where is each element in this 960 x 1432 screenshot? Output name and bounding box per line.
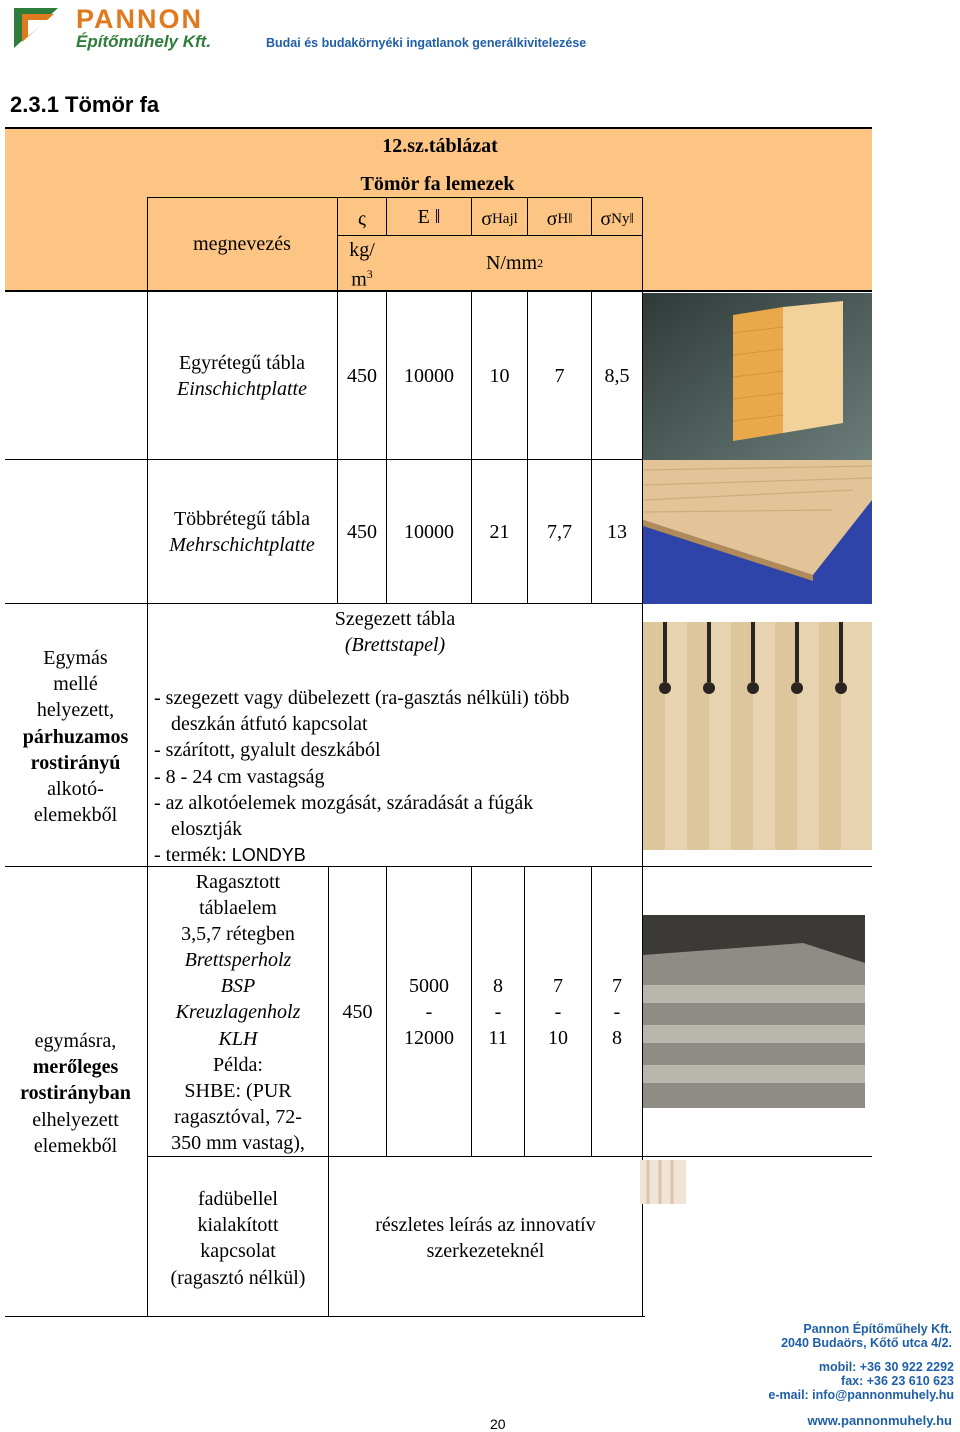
row2-density: 450 — [347, 521, 377, 543]
header-stress-unit: N/mm 2 — [485, 252, 544, 274]
multi-layer-panel-photo — [643, 460, 872, 604]
section-heading: 2.3.1 Tömör fa — [10, 92, 160, 117]
row1-sigma-ny: 8,5 — [604, 365, 630, 387]
footer-contact-block — [768, 1360, 954, 1402]
row1-modulus: 10000 — [404, 365, 454, 387]
footer-company-block — [781, 1322, 952, 1350]
brettstapel-photo — [643, 622, 872, 850]
brand-name: PANNON — [76, 4, 204, 34]
row4-sigma-ny: 7 - 8 — [612, 975, 622, 1049]
footer-website[interactable]: www.pannonmuhely.hu — [807, 1413, 952, 1428]
row2-sigma-h: 7,7 — [547, 521, 572, 543]
dowel-panel-photo — [640, 1160, 686, 1204]
row2-sigma-ny: 13 — [607, 521, 627, 543]
group-perpendicular-label: egymásra, merőleges rostirányban elhelyezett elemekből — [20, 1030, 131, 1157]
row1-density: 450 — [347, 365, 377, 387]
row1-sigma-bending: 10 — [489, 365, 510, 387]
row4-name: Ragasztott táblaelem 3,5,7 rétegben Brettsperholz BSP Kreuzlagenholz KLH Példa: SHBE: (PUR ragasztóval, 72- 350 mm vastag), — [171, 871, 305, 1154]
header-sigma-ny: σ Ny‖ — [600, 208, 634, 230]
footer-mobile: mobil: +36 30 922 2292 — [818, 1360, 954, 1374]
row4-sigma-bending: 8 - 11 — [488, 975, 508, 1049]
footer-fax: fax: +36 23 610 623 — [841, 1374, 954, 1388]
row4-density: 450 — [342, 1001, 373, 1023]
table-caption: 12.sz.táblázat — [382, 135, 498, 157]
row1-name: Egyrétegű tábla Einschichtplatte — [177, 352, 307, 400]
row5-description: részletes leírás az innovatív szerkezeteknél — [375, 1214, 596, 1263]
company-logo-icon — [14, 8, 58, 48]
row2-sigma-bending: 21 — [489, 521, 510, 543]
single-layer-panel-photo — [643, 293, 872, 460]
brand-tagline: Budai és budakörnyéki ingatlanok generálkivitelezése — [266, 36, 587, 50]
header-density-unit: kg/ $m^3$ — [349, 239, 375, 291]
footer-company: Pannon Építőműhely Kft. — [803, 1322, 952, 1336]
row5-name: fadübellel kialakított kapcsolat (ragasztó nélkül) — [170, 1188, 306, 1289]
row3-description: - szegezett vagy dübelezett (ra-gasztás nélküli) több deszkán átfutó kapcsolat - szárított, gyalult deszkából - 8 - 24 cm vastagság - az alkotóelemek mozgását, száradását a fúgák elosztják - termék: LONDYB — [154, 687, 570, 867]
footer-address: 2040 Budaörs, Kőtő utca 4/2. — [781, 1336, 952, 1350]
row2-modulus: 10000 — [404, 521, 454, 543]
cross-laminated-panel-photo — [643, 915, 865, 1108]
row2-name: Többrétegű tábla Mehrschichtplatte — [169, 508, 315, 556]
header-sigma-h: σ H‖ — [546, 208, 573, 230]
row4-modulus: 5000 - 12000 — [404, 975, 454, 1049]
page-number: 20 — [490, 1416, 506, 1432]
header-sigma-bending: σ Hajl — [481, 208, 518, 230]
header-density-symbol: ς — [358, 208, 366, 230]
header-modulus: E ‖ — [417, 206, 441, 228]
table-title: Tömör fa lemezek — [360, 173, 515, 195]
header-name: megnevezés — [193, 233, 291, 255]
row1-sigma-h: 7 — [554, 365, 565, 387]
footer-email[interactable]: e-mail: info@pannonmuhely.hu — [768, 1388, 954, 1402]
row4-sigma-h: 7 - 10 — [548, 975, 568, 1049]
brand-subtitle: Építőműhely Kft. — [76, 32, 212, 51]
row3-title: Szegezett tábla (Brettstapel) — [334, 608, 456, 656]
group-parallel-label: Egymás mellé helyezett, párhuzamos rostirányú alkotó- elemekből — [22, 647, 129, 827]
